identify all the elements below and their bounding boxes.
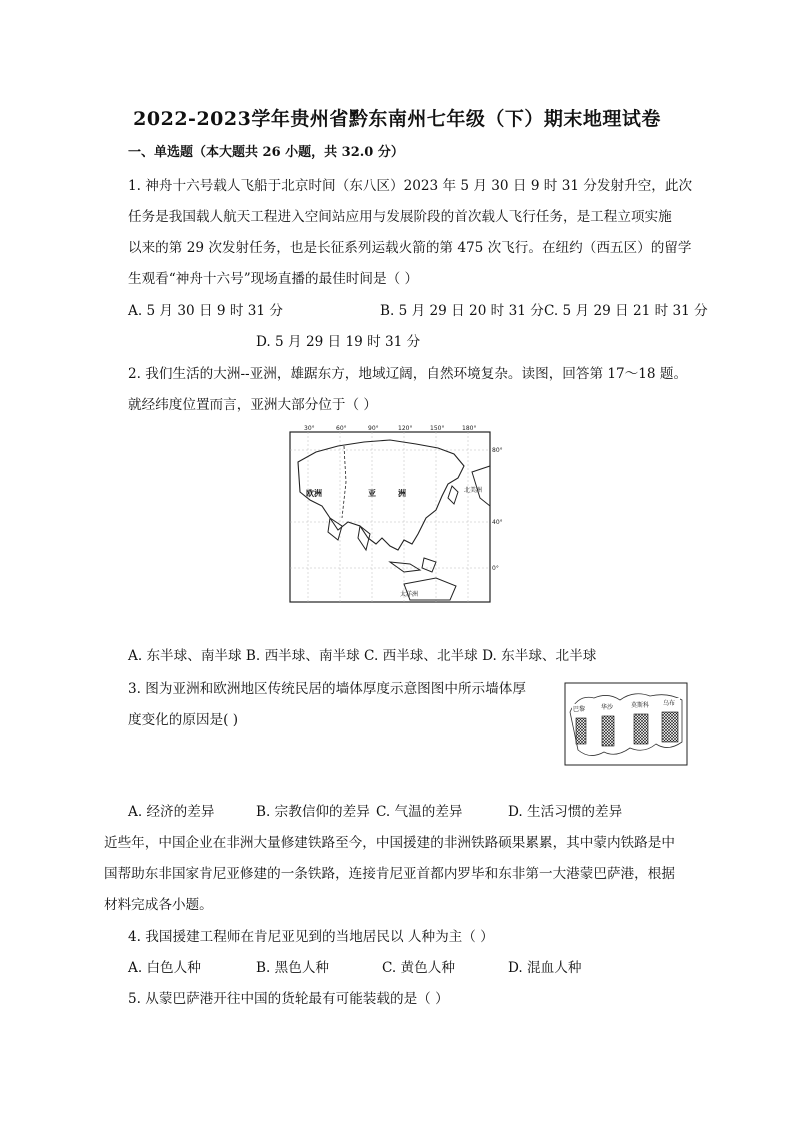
wall-paris (576, 718, 586, 744)
q1-line-1: 1. 神舟十六号载人飞船于北京时间（东八区）2023 年 5 月 30 日 9 时 31 分发射升空，此次 (128, 178, 693, 194)
q4-option-a: A. 白色人种 (128, 960, 201, 976)
asia-map-figure (286, 422, 503, 608)
label-asia-2: 洲 (398, 489, 406, 498)
q1-line-2: 任务是我国载人航天工程进入空间站应用与发展阶段的首次载人飞行任务，是工程立项实施 (128, 209, 672, 225)
q3-line-1: 3. 图为亚洲和欧洲地区传统民居的墙体厚度示意图图中所示墙体厚 (128, 681, 526, 697)
q2-options: A. 东半球、南半球 B. 西半球、南半球 C. 西半球、北半球 D. 东半球、北半球 (128, 648, 597, 664)
q2-line-2: 就经纬度位置而言，亚洲大部分位于（ ） (128, 397, 378, 413)
lon-label-30: 30° (304, 425, 315, 432)
q3-option-b: B. 宗教信仰的差异 (256, 804, 370, 820)
q4-option-b: B. 黑色人种 (256, 960, 330, 976)
lat-label-80: 80° (492, 447, 503, 454)
label-asia-1: 亚 (368, 489, 376, 498)
q1-option-a: A. 5 月 30 日 9 时 31 分 (128, 303, 283, 319)
q4-line: 4. 我国援建工程师在肯尼亚见到的当地居民以 人种为主（ ） (128, 929, 494, 945)
wall-thickness-svg (564, 682, 688, 766)
q1-line-4: 生观看“神舟十六号”现场直播的最佳时间是（ ） (128, 271, 419, 287)
section-heading: 一、单选题（本大题共 26 小题，共 32.0 分） (128, 145, 404, 160)
q1-line-3: 以来的第 29 次发射任务，也是长征系列运载火箭的第 475 次飞行。在纽约（西五区）的留学 (128, 240, 692, 256)
q4-option-d: D. 混血人种 (508, 960, 582, 976)
lat-label-40: 40° (492, 519, 503, 526)
passage-line-1: 近些年，中国企业在非洲大量修建铁路至今，中国援建的非洲铁路硕果累累，其中蒙内铁路是中 (104, 835, 675, 851)
wall-warsaw (602, 716, 614, 746)
asia-map-svg (286, 422, 503, 608)
map-label-warsaw: 华沙 (601, 704, 614, 711)
lat-label-0: 0° (492, 565, 499, 572)
wall-thickness-map (564, 682, 688, 766)
map-label-wubu: 乌布 (663, 700, 676, 707)
q3-option-c: C. 气温的差异 (376, 804, 463, 820)
q4-option-c: C. 黄色人种 (382, 960, 455, 976)
passage-line-3: 材料完成各小题。 (104, 897, 213, 913)
lon-label-90: 90° (368, 425, 379, 432)
lon-label-60: 60° (336, 425, 347, 432)
q1-option-d: D. 5 月 29 日 19 时 31 分 (256, 334, 421, 350)
label-europe: 欧洲 (306, 489, 322, 498)
q5-line: 5. 从蒙巴萨港开往中国的货轮最有可能装载的是（ ） (128, 991, 449, 1007)
wall-wubu (662, 712, 678, 742)
label-north-america: 北美洲 (464, 487, 483, 494)
q2-line-1: 2. 我们生活的大洲--亚洲，雄踞东方，地域辽阔，自然环境复杂。读图，回答第 17～18 题。 (128, 366, 688, 382)
exam-title: 2022-2023学年贵州省黔东南州七年级（下）期末地理试卷 (133, 108, 661, 130)
q3-line-2: 度变化的原因是( ) (128, 712, 239, 728)
label-oceania: 太洋洲 (400, 591, 419, 598)
q3-option-d: D. 生活习惯的差异 (508, 804, 623, 820)
lon-label-120: 120° (398, 425, 413, 432)
q1-option-b: B. 5 月 29 日 20 时 31 分 (380, 303, 544, 319)
lon-label-180: 180° (462, 425, 477, 432)
q1-option-c: C. 5 月 29 日 21 时 31 分 (544, 303, 708, 319)
wall-moscow (634, 714, 648, 744)
q3-option-a: A. 经济的差异 (128, 804, 215, 820)
passage-line-2: 国帮助东非国家肯尼亚修建的一条铁路，连接肯尼亚首都内罗毕和东非第一大港蒙巴萨港，根据 (104, 866, 675, 882)
map-label-moscow: 莫斯科 (631, 702, 650, 709)
map-label-paris: 巴黎 (573, 706, 586, 713)
lon-label-150: 150° (430, 425, 445, 432)
